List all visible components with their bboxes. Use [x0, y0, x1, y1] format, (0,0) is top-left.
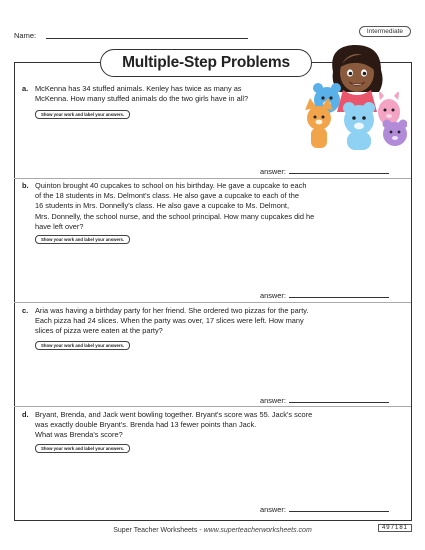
answer-field-c[interactable]: [260, 396, 389, 405]
problem-letter: a.: [22, 84, 29, 93]
problem-text-line: Each pizza had 24 slices. When the party was over, 17 slices were left. How many: [35, 316, 304, 326]
answer-line[interactable]: [289, 173, 389, 174]
problem-text-line: of the 18 students in Ms. Delmont's class. He also gave a cupcake to each of the: [35, 191, 299, 201]
problem-letter: d.: [22, 410, 29, 419]
name-label: Name:: [14, 31, 37, 40]
problem-text-line: Quinton brought 40 cupcakes to school on his birthday. He gave a cupcake to each: [35, 181, 307, 190]
section-divider: [14, 406, 411, 407]
problem-letter: c.: [22, 306, 29, 315]
problem-letter: b.: [22, 181, 29, 190]
answer-label: answer:: [260, 291, 286, 300]
problem-text-line: McKenna has 34 stuffed animals. Kenley has twice as many as: [35, 84, 242, 93]
problem-text-line: Bryant, Brenda, and Jack went bowling together. Bryant's score was 55. Jack's score: [35, 410, 313, 419]
problem-a: [22, 84, 248, 104]
answer-label: answer:: [260, 167, 286, 176]
footer-separator: -: [197, 527, 204, 534]
answer-label: answer:: [260, 505, 286, 514]
problem-text-line: McKenna. How many stuffed animals do the two girls have in all?: [35, 94, 249, 104]
problem-d: [22, 410, 312, 441]
problem-b: [22, 181, 314, 232]
footer: [0, 527, 425, 534]
answer-label: answer:: [260, 396, 286, 405]
section-divider: [14, 178, 411, 179]
answer-field-d[interactable]: [260, 505, 389, 514]
problem-text-line: 16 students in Mrs. Donnelly's class. He also gave a cupcake to Ms. Delmont,: [35, 201, 290, 211]
answer-line[interactable]: [289, 402, 389, 403]
problem-text-line: Mrs. Donnelly, the school nurse, and the school principal. How many cupcakes did he: [35, 211, 315, 221]
answer-field-a[interactable]: [260, 167, 389, 176]
problem-c: [22, 306, 308, 337]
show-work-note: Show your work and label your answers.: [35, 444, 130, 453]
answer-field-b[interactable]: [260, 291, 389, 300]
problem-text-line: Aria was having a birthday party for her friend. She ordered two pizzas for the party.: [35, 306, 309, 315]
problem-text-line: have left over?: [35, 221, 84, 231]
show-work-note: Show your work and label your answers.: [35, 235, 130, 244]
footer-site-name: Super Teacher Worksheets: [113, 527, 198, 534]
section-divider: [14, 302, 411, 303]
name-field[interactable]: [46, 38, 248, 39]
page-title: Multiple-Step Problems: [100, 49, 312, 77]
problem-text-line: slices of pizza were eaten at the party?: [35, 326, 163, 336]
problem-text-line: was exactly double Bryant's. Brenda had 13 fewer points than Jack.: [35, 420, 257, 430]
answer-line[interactable]: [289, 511, 389, 512]
answer-line[interactable]: [289, 297, 389, 298]
show-work-note: Show your work and label your answers.: [35, 341, 130, 350]
problem-text-line: What was Brenda's score?: [35, 430, 123, 440]
footer-url[interactable]: www.superteacherworksheets.com: [203, 527, 312, 534]
level-badge: Intermediate: [359, 26, 411, 37]
worksheet-code: 497181: [378, 524, 412, 532]
show-work-note: Show your work and label your answers.: [35, 110, 130, 119]
girl-with-stuffed-animals-illustration: [303, 42, 407, 154]
